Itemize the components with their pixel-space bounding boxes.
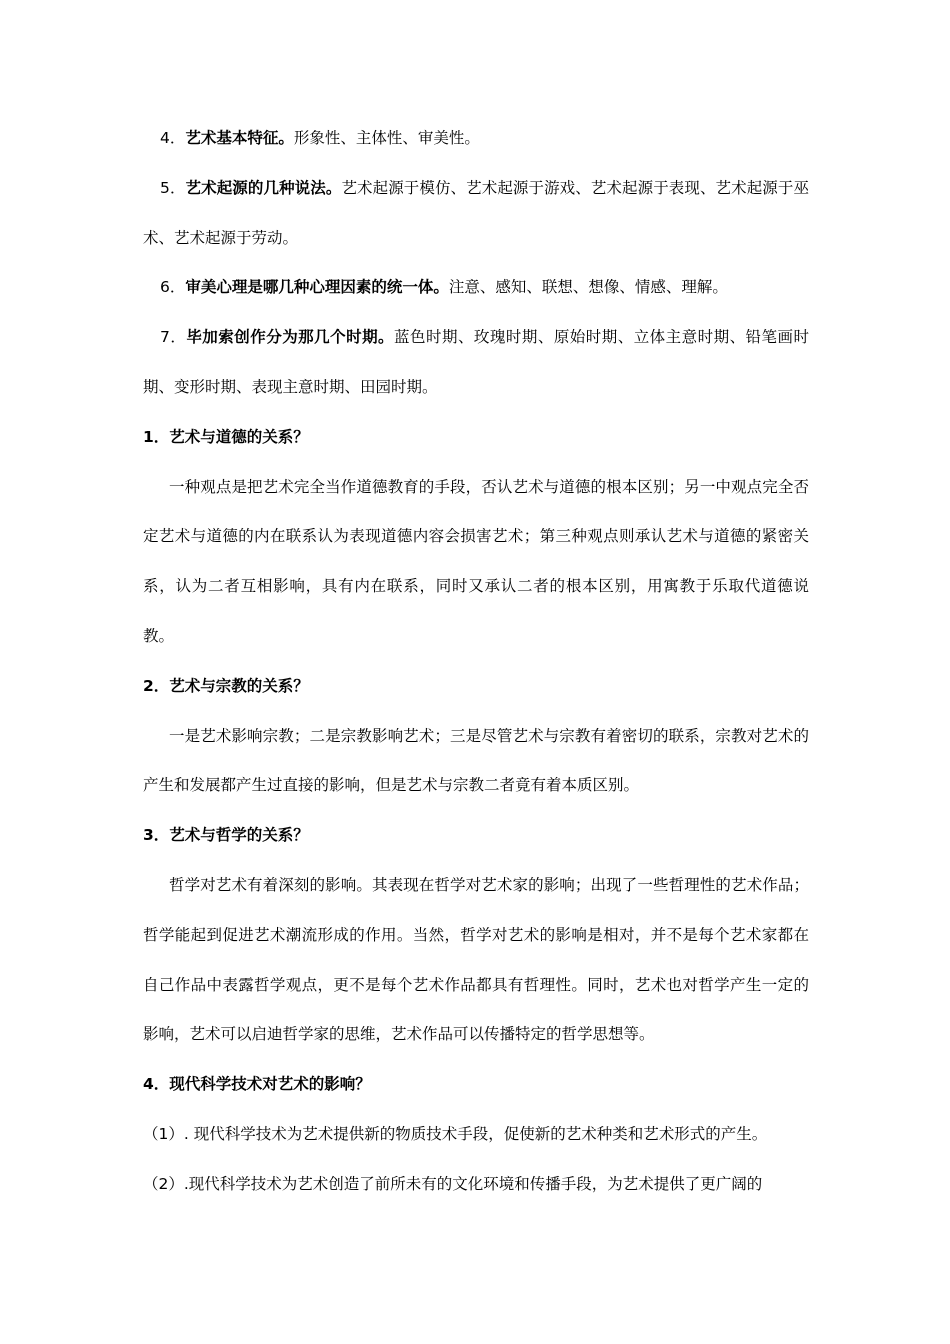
section-heading-science-technology: 4．现代科学技术对艺术的影响？	[143, 1075, 371, 1094]
section-point-1: （1）. 现代科学技术为艺术提供新的物质技术手段，促使新的艺术种类和艺术形式的产生。	[143, 1124, 768, 1143]
item-5-number: 5．	[160, 178, 186, 197]
item-5-title: 艺术起源的几种说法。	[185, 178, 342, 197]
section-body-art-philosophy: 哲学对艺术有着深刻的影响。其表现在哲学对艺术家的影响；出现了一些哲理性的艺术作品；哲学能起到促进艺术潮流形成的作用。当然，哲学对艺术的影响是相对，并不是每个艺术家都在自己作品中表露哲学观点，更不是每个艺术作品都具有哲理性。同时，艺术也对哲学产生一定的影响，艺术可以启迪哲学家的思维，艺术作品可以传播特定的哲学思想等。	[143, 875, 809, 1044]
item-5	[143, 164, 809, 264]
item-4-text: 形象性、主体性、审美性。	[293, 129, 480, 147]
item-6-title: 审美心理是哪几种心理因素的统一体。	[185, 278, 449, 297]
section-heading-art-morality: 1．艺术与道德的关系？	[143, 427, 309, 446]
item-6	[143, 263, 809, 313]
item-6-number: 6．	[160, 278, 186, 297]
item-6-text: 注意、感知、联想、想像、情感、理解。	[448, 278, 728, 297]
section-point-2: （2）.现代科学技术为艺术创造了前所未有的文化环境和传播手段，为艺术提供了更广阔的	[143, 1174, 763, 1193]
item-7	[143, 313, 809, 413]
section-body-art-morality: 一种观点是把艺术完全当作道德教育的手段，否认艺术与道德的根本区别；另一中观点完全否定艺术与道德的内在联系认为表现道德内容会损害艺术；第三种观点则承认艺术与道德的紧密关系，认为二者互相影响，具有内在联系，同时又承认二者的根本区别，用寓教于乐取代道德说教。	[143, 477, 809, 645]
item-7-number: 7．	[160, 328, 187, 347]
item-7-text: 蓝色时期、玫瑰时期、原始时期、立体主意时期、铅笔画时期、变形时期、表现主意时期、田园时期。	[143, 328, 809, 396]
section-heading-art-philosophy: 3．艺术与哲学的关系？	[143, 826, 309, 845]
item-4	[143, 114, 809, 164]
item-4-title: 艺术基本特征。	[185, 129, 294, 147]
section-heading-art-religion: 2．艺术与宗教的关系？	[143, 676, 309, 695]
item-5-text: 艺术起源于模仿、艺术起源于游戏、艺术起源于表现、艺术起源于巫术、艺术起源于劳动。	[143, 178, 809, 247]
document-content	[143, 114, 809, 1210]
item-7-title: 毕加索创作分为那几个时期。	[186, 328, 395, 347]
section-body-art-religion: 一是艺术影响宗教；二是宗教影响艺术；三是尽管艺术与宗教有着密切的联系，宗教对艺术的产生和发展都产生过直接的影响，但是艺术与宗教二者竟有着本质区别。	[143, 726, 809, 795]
item-4-number: 4．	[160, 129, 186, 147]
